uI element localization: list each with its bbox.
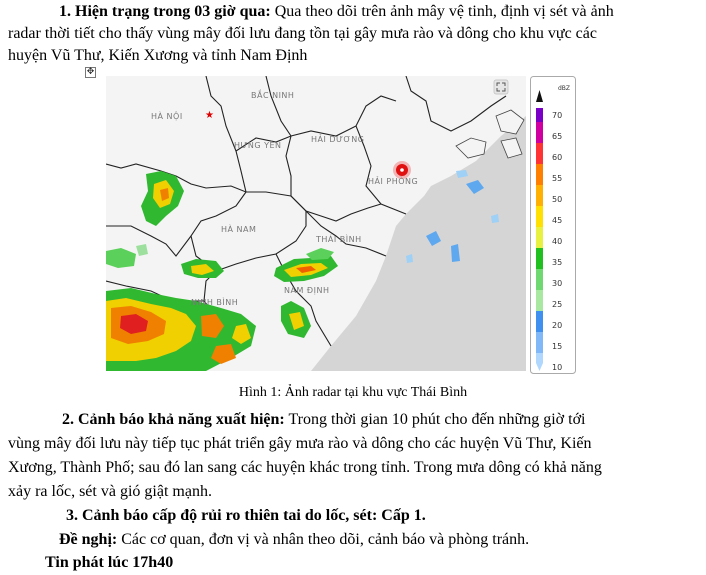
label-thai-binh: THÁI BÌNH bbox=[316, 235, 362, 244]
legend-unit: dBZ bbox=[558, 85, 571, 92]
section2-line1 bbox=[62, 408, 585, 432]
label-hai-duong: HẢI DƯƠNG bbox=[311, 135, 365, 144]
recommendation-text: Các cơ quan, đơn vị và nhân theo dõi, cảnh báo và phòng tránh. bbox=[117, 531, 530, 548]
section1-text-1: Qua theo dõi trên ảnh mây vệ tinh, định vị sét và ảnh bbox=[270, 3, 614, 20]
label-nam-dinh: NAM ĐỊNH bbox=[284, 286, 330, 295]
svg-text:70: 70 bbox=[552, 111, 563, 120]
section2-text-2: vùng mây đối lưu này tiếp tục phát triển gây mưa rào và dông cho các huyện Vũ Thư, Kiến bbox=[8, 435, 592, 452]
recommendation bbox=[59, 528, 529, 552]
issued-time: Tin phát lúc 17h40 bbox=[45, 554, 174, 571]
section3-heading: 3. Cảnh báo cấp độ rủi ro thiên tai do lốc, sét: Cấp 1. bbox=[66, 507, 426, 524]
section1-text-2: radar thời tiết cho thấy vùng mây đối lưu đang tồn tại gây mưa rào và dông cho khu vực các bbox=[8, 25, 597, 42]
section2-heading: 2. Cảnh báo khả năng xuất hiện: bbox=[62, 411, 285, 428]
svg-text:55: 55 bbox=[552, 174, 563, 183]
section1-line1 bbox=[59, 0, 614, 24]
svg-text:15: 15 bbox=[552, 342, 563, 351]
svg-text:25: 25 bbox=[552, 300, 563, 309]
section2-text-3: Xương, Thành Phố; sau đó lan sang các huyện khác trong tỉnh. Trong mưa dông có khả năng bbox=[8, 459, 602, 476]
radar-map bbox=[106, 76, 526, 371]
table-move-handle-icon[interactable]: ✥ bbox=[86, 67, 95, 77]
label-ha-nam: HÀ NAM bbox=[221, 225, 257, 234]
section1-heading: 1. Hiện trạng trong 03 giờ qua: bbox=[59, 3, 271, 20]
svg-text:40: 40 bbox=[552, 237, 563, 246]
recommendation-label: Đề nghị: bbox=[59, 531, 118, 548]
label-hai-phong: HẢI PHÒNG bbox=[368, 177, 419, 186]
section1-text-3: huyện Vũ Thư, Kiến Xương và tỉnh Nam Định bbox=[8, 47, 308, 64]
map-fullscreen-button[interactable] bbox=[494, 80, 508, 94]
svg-text:45: 45 bbox=[552, 216, 563, 225]
label-bac-ninh: BẮC NINH bbox=[251, 91, 295, 100]
svg-text:20: 20 bbox=[552, 321, 563, 330]
svg-text:35: 35 bbox=[552, 258, 563, 267]
svg-text:65: 65 bbox=[552, 132, 563, 141]
svg-text:30: 30 bbox=[552, 279, 563, 288]
figure-caption: Hình 1: Ảnh radar tại khu vực Thái Bình bbox=[238, 385, 468, 400]
label-ha-noi: HÀ NỘI bbox=[151, 112, 183, 121]
capital-star-icon: ★ bbox=[205, 110, 214, 121]
label-hung-yen: HƯNG YÊN bbox=[234, 141, 282, 150]
svg-text:60: 60 bbox=[552, 153, 563, 162]
svg-text:10: 10 bbox=[552, 363, 563, 372]
svg-text:50: 50 bbox=[552, 195, 563, 204]
label-ninh-binh: NINH BÌNH bbox=[191, 298, 239, 307]
section2-text-4: xảy ra lốc, sét và gió giật mạnh. bbox=[8, 483, 212, 500]
section2-text-1: Trong thời gian 10 phút cho đến những giờ tới bbox=[284, 411, 586, 428]
radar-legend bbox=[530, 76, 576, 374]
